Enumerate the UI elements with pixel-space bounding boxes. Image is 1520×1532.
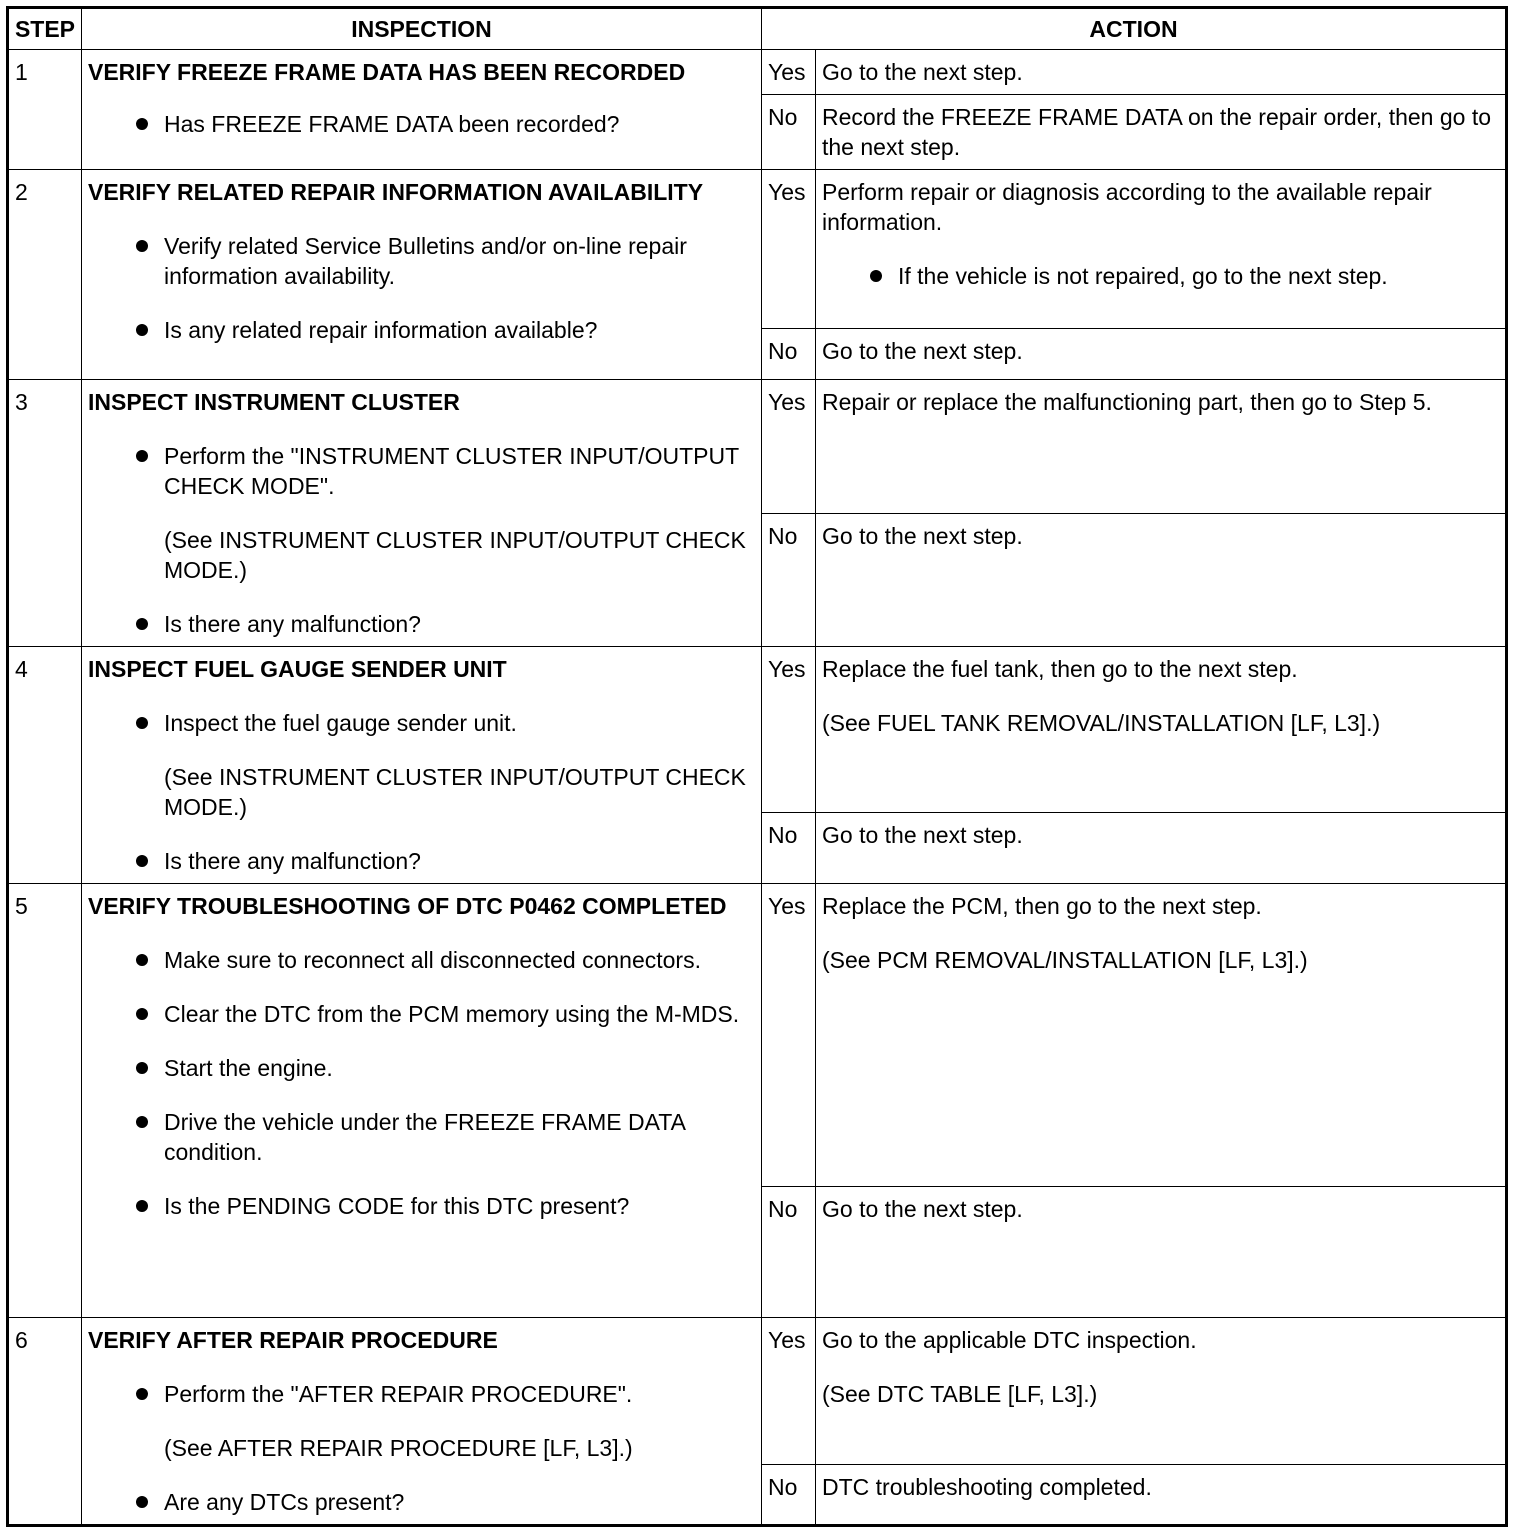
inspection-item: Is there any malfunction? bbox=[88, 846, 755, 876]
yes-label: Yes bbox=[762, 884, 816, 1187]
header-inspection: INSPECTION bbox=[82, 8, 762, 50]
header-step: STEP bbox=[8, 8, 82, 50]
no-label: No bbox=[762, 812, 816, 883]
inspection-cell bbox=[82, 380, 762, 647]
inspection-item: Is any related repair information available? bbox=[88, 315, 755, 345]
yes-action: Go to the next step. bbox=[816, 50, 1507, 95]
inspection-cell bbox=[82, 170, 762, 380]
inspection-note: (See AFTER REPAIR PROCEDURE [LF, L3].) bbox=[164, 1435, 633, 1461]
no-action: Go to the next step. bbox=[816, 329, 1507, 380]
no-action: Go to the next step. bbox=[816, 1187, 1507, 1318]
inspection-item: Perform the "INSTRUMENT CLUSTER INPUT/OUTPUT CHECK MODE". bbox=[88, 441, 755, 501]
no-action: Go to the next step. bbox=[816, 513, 1507, 647]
step-title: VERIFY RELATED REPAIR INFORMATION AVAILABILITY bbox=[88, 179, 704, 205]
yes-action-note: (See PCM REMOVAL/INSTALLATION [LF, L3].) bbox=[822, 947, 1308, 973]
step-row bbox=[8, 380, 1507, 514]
yes-action-cell bbox=[816, 170, 1507, 329]
inspection-item: Make sure to reconnect all disconnected connectors. bbox=[88, 945, 755, 975]
inspection-item: Has FREEZE FRAME DATA been recorded? bbox=[88, 109, 755, 139]
no-action: DTC troubleshooting completed. bbox=[816, 1465, 1507, 1526]
inspection-item: Perform the "AFTER REPAIR PROCEDURE". bbox=[88, 1379, 755, 1409]
yes-action-note: (See DTC TABLE [LF, L3].) bbox=[822, 1381, 1098, 1407]
yes-action: Go to the applicable DTC inspection. bbox=[822, 1327, 1197, 1353]
step-title: VERIFY TROUBLESHOOTING OF DTC P0462 COMPLETED bbox=[88, 893, 727, 919]
yes-label: Yes bbox=[762, 1318, 816, 1465]
inspection-item: Is there any malfunction? bbox=[88, 609, 755, 639]
no-label: No bbox=[762, 329, 816, 380]
no-action: Go to the next step. bbox=[816, 812, 1507, 883]
step-title: INSPECT FUEL GAUGE SENDER UNIT bbox=[88, 656, 507, 682]
step-number: 4 bbox=[8, 647, 82, 884]
inspection-cell bbox=[82, 647, 762, 884]
step-number: 5 bbox=[8, 884, 82, 1318]
yes-action: Replace the PCM, then go to the next step. bbox=[822, 893, 1262, 919]
header-action: ACTION bbox=[762, 8, 1507, 50]
step-row bbox=[8, 647, 1507, 813]
yes-action: Replace the fuel tank, then go to the next step. bbox=[822, 656, 1298, 682]
inspection-note: (See INSTRUMENT CLUSTER INPUT/OUTPUT CHECK MODE.) bbox=[164, 764, 746, 820]
step-row bbox=[8, 50, 1507, 95]
no-label: No bbox=[762, 1187, 816, 1318]
step-row bbox=[8, 1318, 1507, 1465]
yes-label: Yes bbox=[762, 380, 816, 514]
inspection-item: Inspect the fuel gauge sender unit. bbox=[88, 708, 755, 738]
step-number: 1 bbox=[8, 50, 82, 170]
step-title: VERIFY AFTER REPAIR PROCEDURE bbox=[88, 1327, 498, 1353]
no-label: No bbox=[762, 95, 816, 170]
step-row bbox=[8, 884, 1507, 1187]
step-row bbox=[8, 170, 1507, 329]
step-number: 2 bbox=[8, 170, 82, 380]
yes-label: Yes bbox=[762, 170, 816, 329]
yes-label: Yes bbox=[762, 647, 816, 813]
no-action: Record the FREEZE FRAME DATA on the repair order, then go to the next step. bbox=[816, 95, 1507, 170]
step-title: VERIFY FREEZE FRAME DATA HAS BEEN RECORDED bbox=[88, 59, 686, 85]
step-number: 6 bbox=[8, 1318, 82, 1526]
yes-action-cell bbox=[816, 884, 1507, 1187]
inspection-cell bbox=[82, 1318, 762, 1526]
header-row bbox=[8, 8, 1507, 50]
step-number: 3 bbox=[8, 380, 82, 647]
inspection-cell bbox=[82, 50, 762, 170]
inspection-item: Verify related Service Bulletins and/or on-line repair information availability. bbox=[88, 231, 755, 291]
inspection-item: Start the engine. bbox=[88, 1053, 755, 1083]
yes-label: Yes bbox=[762, 50, 816, 95]
inspection-item: Drive the vehicle under the FREEZE FRAME DATA condition. bbox=[88, 1107, 755, 1167]
no-label: No bbox=[762, 513, 816, 647]
inspection-item: Clear the DTC from the PCM memory using the M-MDS. bbox=[88, 999, 755, 1029]
step-title: INSPECT INSTRUMENT CLUSTER bbox=[88, 389, 460, 415]
yes-action-note: (See FUEL TANK REMOVAL/INSTALLATION [LF, L3].) bbox=[822, 710, 1381, 736]
yes-action-bullet: If the vehicle is not repaired, go to the next step. bbox=[822, 261, 1499, 291]
yes-action: Repair or replace the malfunctioning part, then go to Step 5. bbox=[816, 380, 1507, 514]
inspection-note: (See INSTRUMENT CLUSTER INPUT/OUTPUT CHECK MODE.) bbox=[164, 527, 746, 583]
inspection-item: Are any DTCs present? bbox=[88, 1487, 755, 1517]
yes-action-cell bbox=[816, 1318, 1507, 1465]
no-label: No bbox=[762, 1465, 816, 1526]
diagnostic-table bbox=[6, 6, 1508, 1527]
yes-action-cell bbox=[816, 647, 1507, 813]
inspection-cell bbox=[82, 884, 762, 1318]
inspection-item: Is the PENDING CODE for this DTC present? bbox=[88, 1191, 755, 1221]
yes-action: Perform repair or diagnosis according to the available repair information. bbox=[822, 179, 1432, 235]
